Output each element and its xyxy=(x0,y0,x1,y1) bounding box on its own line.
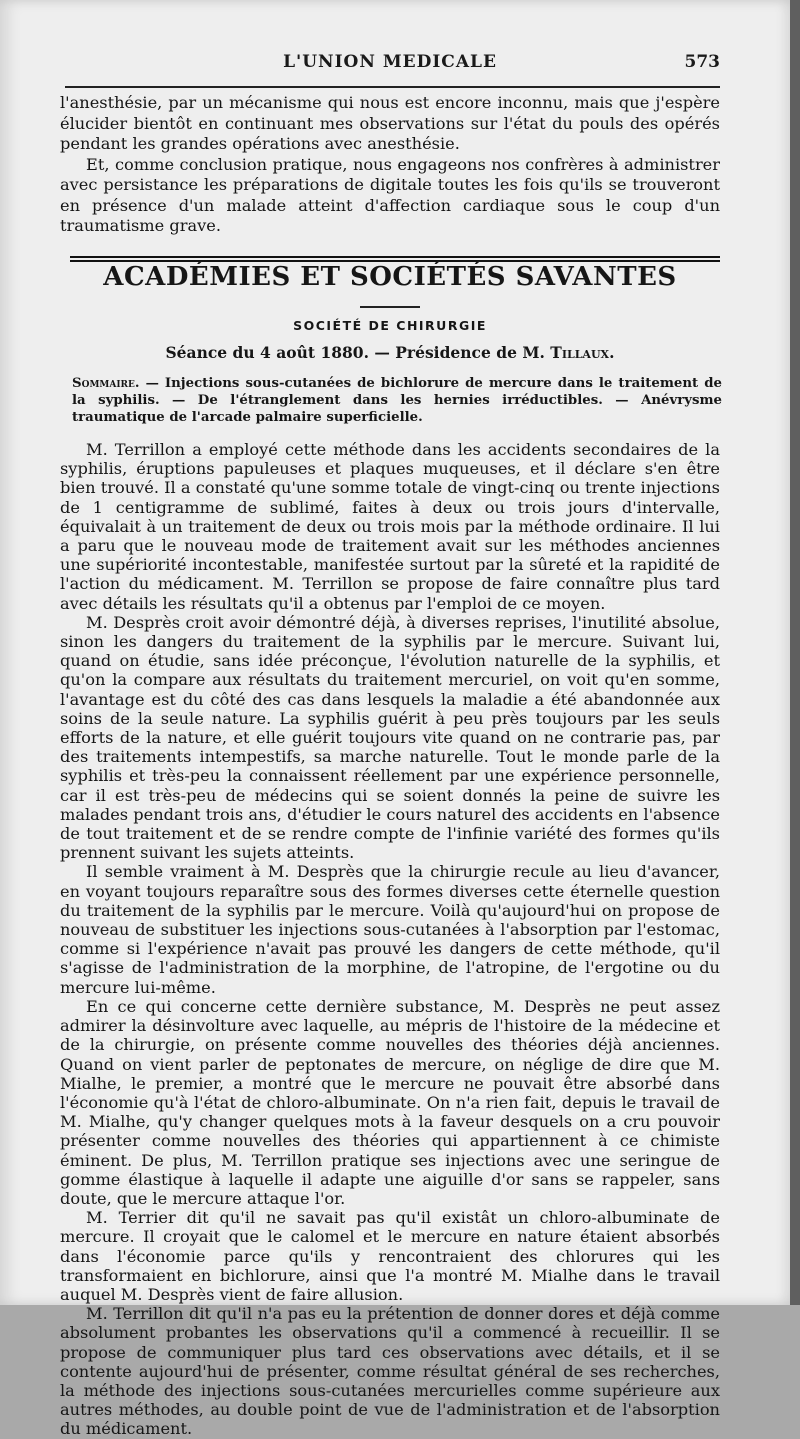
body-paragraph: M. Desprès croit avoir démontré déjà, à diverses reprises, l'inutilité absolue, sinon les dangers du traitement de la syphilis par le mercure. Suivant lui, quand on étudie, sans idée préconçue, l'évolution naturelle de la syphilis, et qu'on la compare aux résultats du traitement mercuriel, on voit qu'en somme, l'avantage est du côté des cas dans lesquels la maladie a été abandonnée aux soins de la seule nature. La syphilis guérit à peu près toujours par les seuls efforts de la nature, et elle guérit toujours vite quand on ne contrarie pas, par des traitements intempestifs, sa marche naturelle. Tout le monde parle de la syphilis et très-peu la connaissent réellement par une expérience personnelle, car il est très-peu de médecins qui se soient donnés la peine de suivre les malades pendant trois ans, d'étudier le cours naturel des accidents en l'absence de tout traitement et de se rendre compte de l'infinie variété des formes qu'ils prennent suivant les sujets atteints. xyxy=(60,612,720,863)
body-paragraph: M. Terrier dit qu'il ne savait pas qu'il existât un chloro-albuminate de mercure. Il croyait que le calomel et le mercure en nature étaient absorbés dans l'économie parce qu'ils y rencontraient des chlorures qui les transformaient en bichlorure, ainsi que l'a montré M. Mialhe dans le travail auquel M. Desprès vient de faire allusion. xyxy=(60,1208,720,1304)
page-number: 573 xyxy=(684,52,720,72)
page-edge-shadow xyxy=(790,0,800,1305)
session-prefix: Séance du 4 août 1880. — Présidence de M. xyxy=(165,343,551,362)
running-title: L'UNION MEDICALE xyxy=(283,52,497,72)
intro-text xyxy=(60,93,720,237)
body-paragraph: Il semble vraiment à M. Desprès que la chirurgie recule au lieu d'avancer, en voyant toujours reparaître sous des formes diverses cette éternelle question du traitement de la syphilis par le mercure. Voilà qu'aujourd'hui on propose de nouveau de substituer les injections sous-cutanées à l'absorption par l'estomac, comme si l'expérience n'avait pas prouvé les dangers de cette méthode, qu'il s'agisse de l'administration de la morphine, de l'atropine, de l'ergotine ou du mercure lui-même. xyxy=(60,862,720,997)
intro-paragraph: Et, comme conclusion pratique, nous engageons nos confrères à administrer avec persistance les préparations de digitale toutes les fois qu'ils se trouveront en présence d'un malade atteint d'affection cardiaque sous le coup d'un traumatisme grave. xyxy=(60,154,720,235)
title-rule xyxy=(360,306,420,308)
intro-paragraph: l'anesthésie, par un mécanisme qui nous est encore inconnu, mais que j'espère élucider bientôt en continuant mes observations sur l'état du pouls des opérés pendant les grandes opérations avec anesthésie. xyxy=(60,93,720,153)
summary-text: — Injections sous-cutanées de bichlorure de mercure dans le traitement de la syphilis. — De l'étranglement dans les hernies irréductibles. — Anévrysme traumatique de l'arcade palmaire superficielle. xyxy=(72,376,722,425)
running-header xyxy=(60,50,720,80)
header-rule xyxy=(65,86,720,88)
summary xyxy=(72,375,722,426)
summary-label: Sommaire. xyxy=(72,376,140,391)
body-paragraph: M. Terrillon a employé cette méthode dans les accidents secondaires de la syphilis, éruptions papuleuses et plaques muqueuses, et il déclare s'en être bien trouvé. Il a constaté qu'une somme totale de vingt-cinq ou trente injections de 1 centigramme de sublimé, faites à deux ou trois jours d'intervalle, équivalait à un traitement de deux ou trois mois par la méthode ordinaire. Il lui a paru que le nouveau mode de traitement avait sur les méthodes anciennes une supériorité incontestable, manifestée surtout par la sûreté et la rapidité de l'action du médicament. M. Terrillon se propose de faire connaître plus tard avec détails les résultats qu'il a obtenus par l'emploi de ce moyen. xyxy=(60,440,720,613)
section-title: ACADÉMIES ET SOCIÉTÉS SAVANTES xyxy=(103,262,677,292)
body-paragraph: M. Terrillon dit qu'il n'a pas eu la prétention de donner dores et déjà comme absolument probantes les observations qu'il a commencé à recueillir. Il se propose de communiquer plus tard ces observations avec détails, et il se contente aujourd'hui de présenter, comme résultat général de ses recherches, la méthode des injections sous-cutanées mercurielles comme supérieure aux autres méthodes, au double point de vue de l'administration et de l'absorption du médicament. xyxy=(60,1304,720,1439)
society-heading: SOCIÉTÉ DE CHIRURGIE xyxy=(293,318,487,333)
article-body xyxy=(60,440,720,1439)
body-paragraph: En ce qui concerne cette dernière substance, M. Desprès ne peut assez admirer la désinvolture avec laquelle, au mépris de l'histoire de la médecine et de la chirurgie, on présente comme nouvelles des théories déjà anciennes. Quand on vient parler de peptonates de mercure, on néglige de dire que M. Mialhe, le premier, a montré que le mercure ne pouvait être absorbé dans l'économie qu'à l'état de chloro-albuminate. On n'a rien fait, depuis le travail de M. Mialhe, qu'y changer quelques mots à la faveur desquels on a cru pouvoir présenter comme nouvelles des théories qui appartiennent à ce chimiste éminent. De plus, M. Terrillon pratique ses injections avec une seringue de gomme élastique à laquelle il adapte une aiguille d'or sans se rappeler, sans doute, que le mercure attaque l'or. xyxy=(60,996,720,1208)
session-line xyxy=(60,343,720,362)
session-president: Tillaux. xyxy=(550,343,615,362)
